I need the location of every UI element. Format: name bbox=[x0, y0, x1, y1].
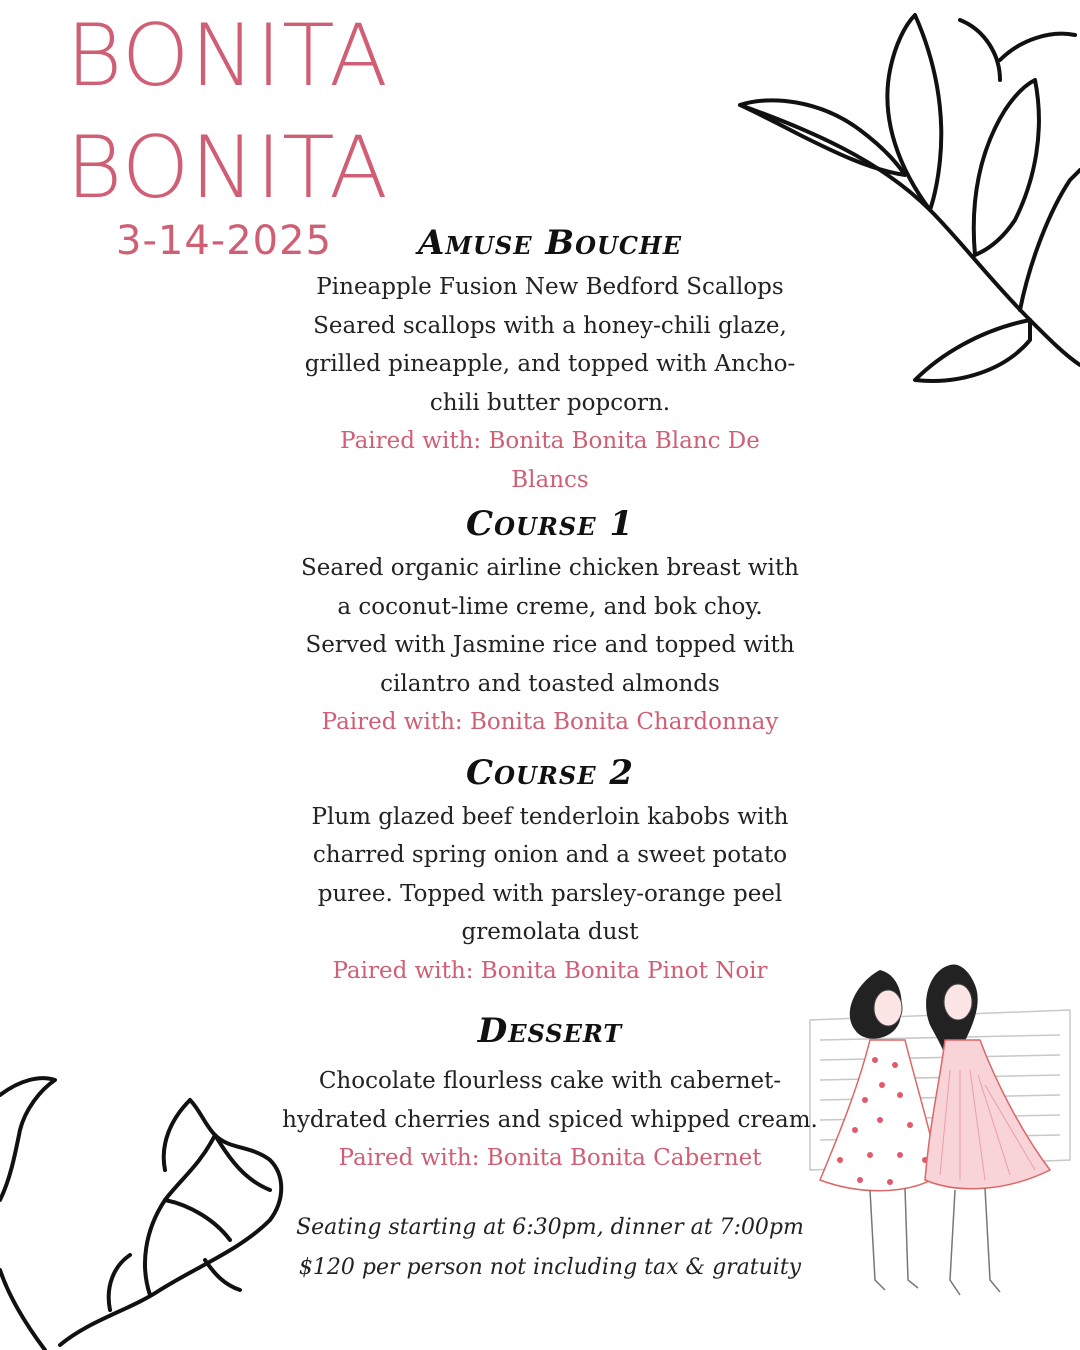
course-amuse-bouche bbox=[270, 218, 830, 499]
wine-pairing: Paired with: Bonita Bonita Cabernet bbox=[338, 1145, 762, 1171]
brand-title bbox=[66, 0, 389, 224]
dish-line: gremolata dust bbox=[461, 919, 639, 945]
dish-line: Pineapple Fusion New Bedford Scallops bbox=[316, 274, 784, 300]
course-dessert bbox=[270, 1006, 830, 1178]
dish-line: Plum glazed beef tenderloin kabobs with bbox=[311, 803, 789, 830]
dish-line: charred spring onion and a sweet potato bbox=[312, 842, 788, 868]
dish-line: grilled pineapple, and topped with Ancho- bbox=[304, 351, 796, 377]
dish-line: cilantro and toasted almonds bbox=[380, 670, 720, 697]
rose-illustration bbox=[0, 1070, 300, 1350]
dish-line: a coconut-lime creme, and bok choy. bbox=[337, 593, 763, 620]
dish-line: puree. Topped with parsley-orange peel bbox=[317, 880, 783, 907]
course-1 bbox=[270, 499, 830, 742]
dish-line: Seared scallops with a honey-chili glaze, bbox=[313, 312, 787, 339]
course-2 bbox=[270, 748, 830, 991]
event-date: 3-14-2025 bbox=[116, 218, 333, 264]
two-women-illustration bbox=[800, 950, 1080, 1330]
event-footer bbox=[270, 1208, 830, 1288]
brand-title-line1: BONITA bbox=[66, 6, 389, 106]
course-title: Dessert bbox=[477, 1011, 623, 1051]
dish-line: Served with Jasmine rice and topped with bbox=[305, 632, 795, 658]
seating-time: Seating starting at 6:30pm, dinner at 7:00pm bbox=[296, 1215, 804, 1240]
course-title: Course 1 bbox=[466, 504, 634, 544]
dish-line: Seared organic airline chicken breast with bbox=[301, 555, 799, 581]
course-title: Amuse Bouche bbox=[418, 223, 682, 263]
price-note: $120 per person not including tax & gratuity bbox=[298, 1255, 802, 1280]
wine-pairing: Paired with: Bonita Bonita Pinot Noir bbox=[332, 957, 768, 984]
dish-line: Chocolate flourless cake with cabernet- bbox=[318, 1068, 782, 1094]
wine-pairing: Blancs bbox=[511, 466, 589, 493]
dish-line: hydrated cherries and spiced whipped cream. bbox=[282, 1106, 818, 1133]
course-title: Course 2 bbox=[466, 752, 634, 793]
menu bbox=[270, 218, 830, 1178]
dish-line: chili butter popcorn. bbox=[429, 389, 671, 416]
brand-title-line2: BONITA bbox=[66, 118, 389, 218]
wine-pairing: Paired with: Bonita Bonita Blanc De bbox=[340, 428, 760, 454]
wine-pairing: Paired with: Bonita Bonita Chardonnay bbox=[321, 709, 779, 735]
